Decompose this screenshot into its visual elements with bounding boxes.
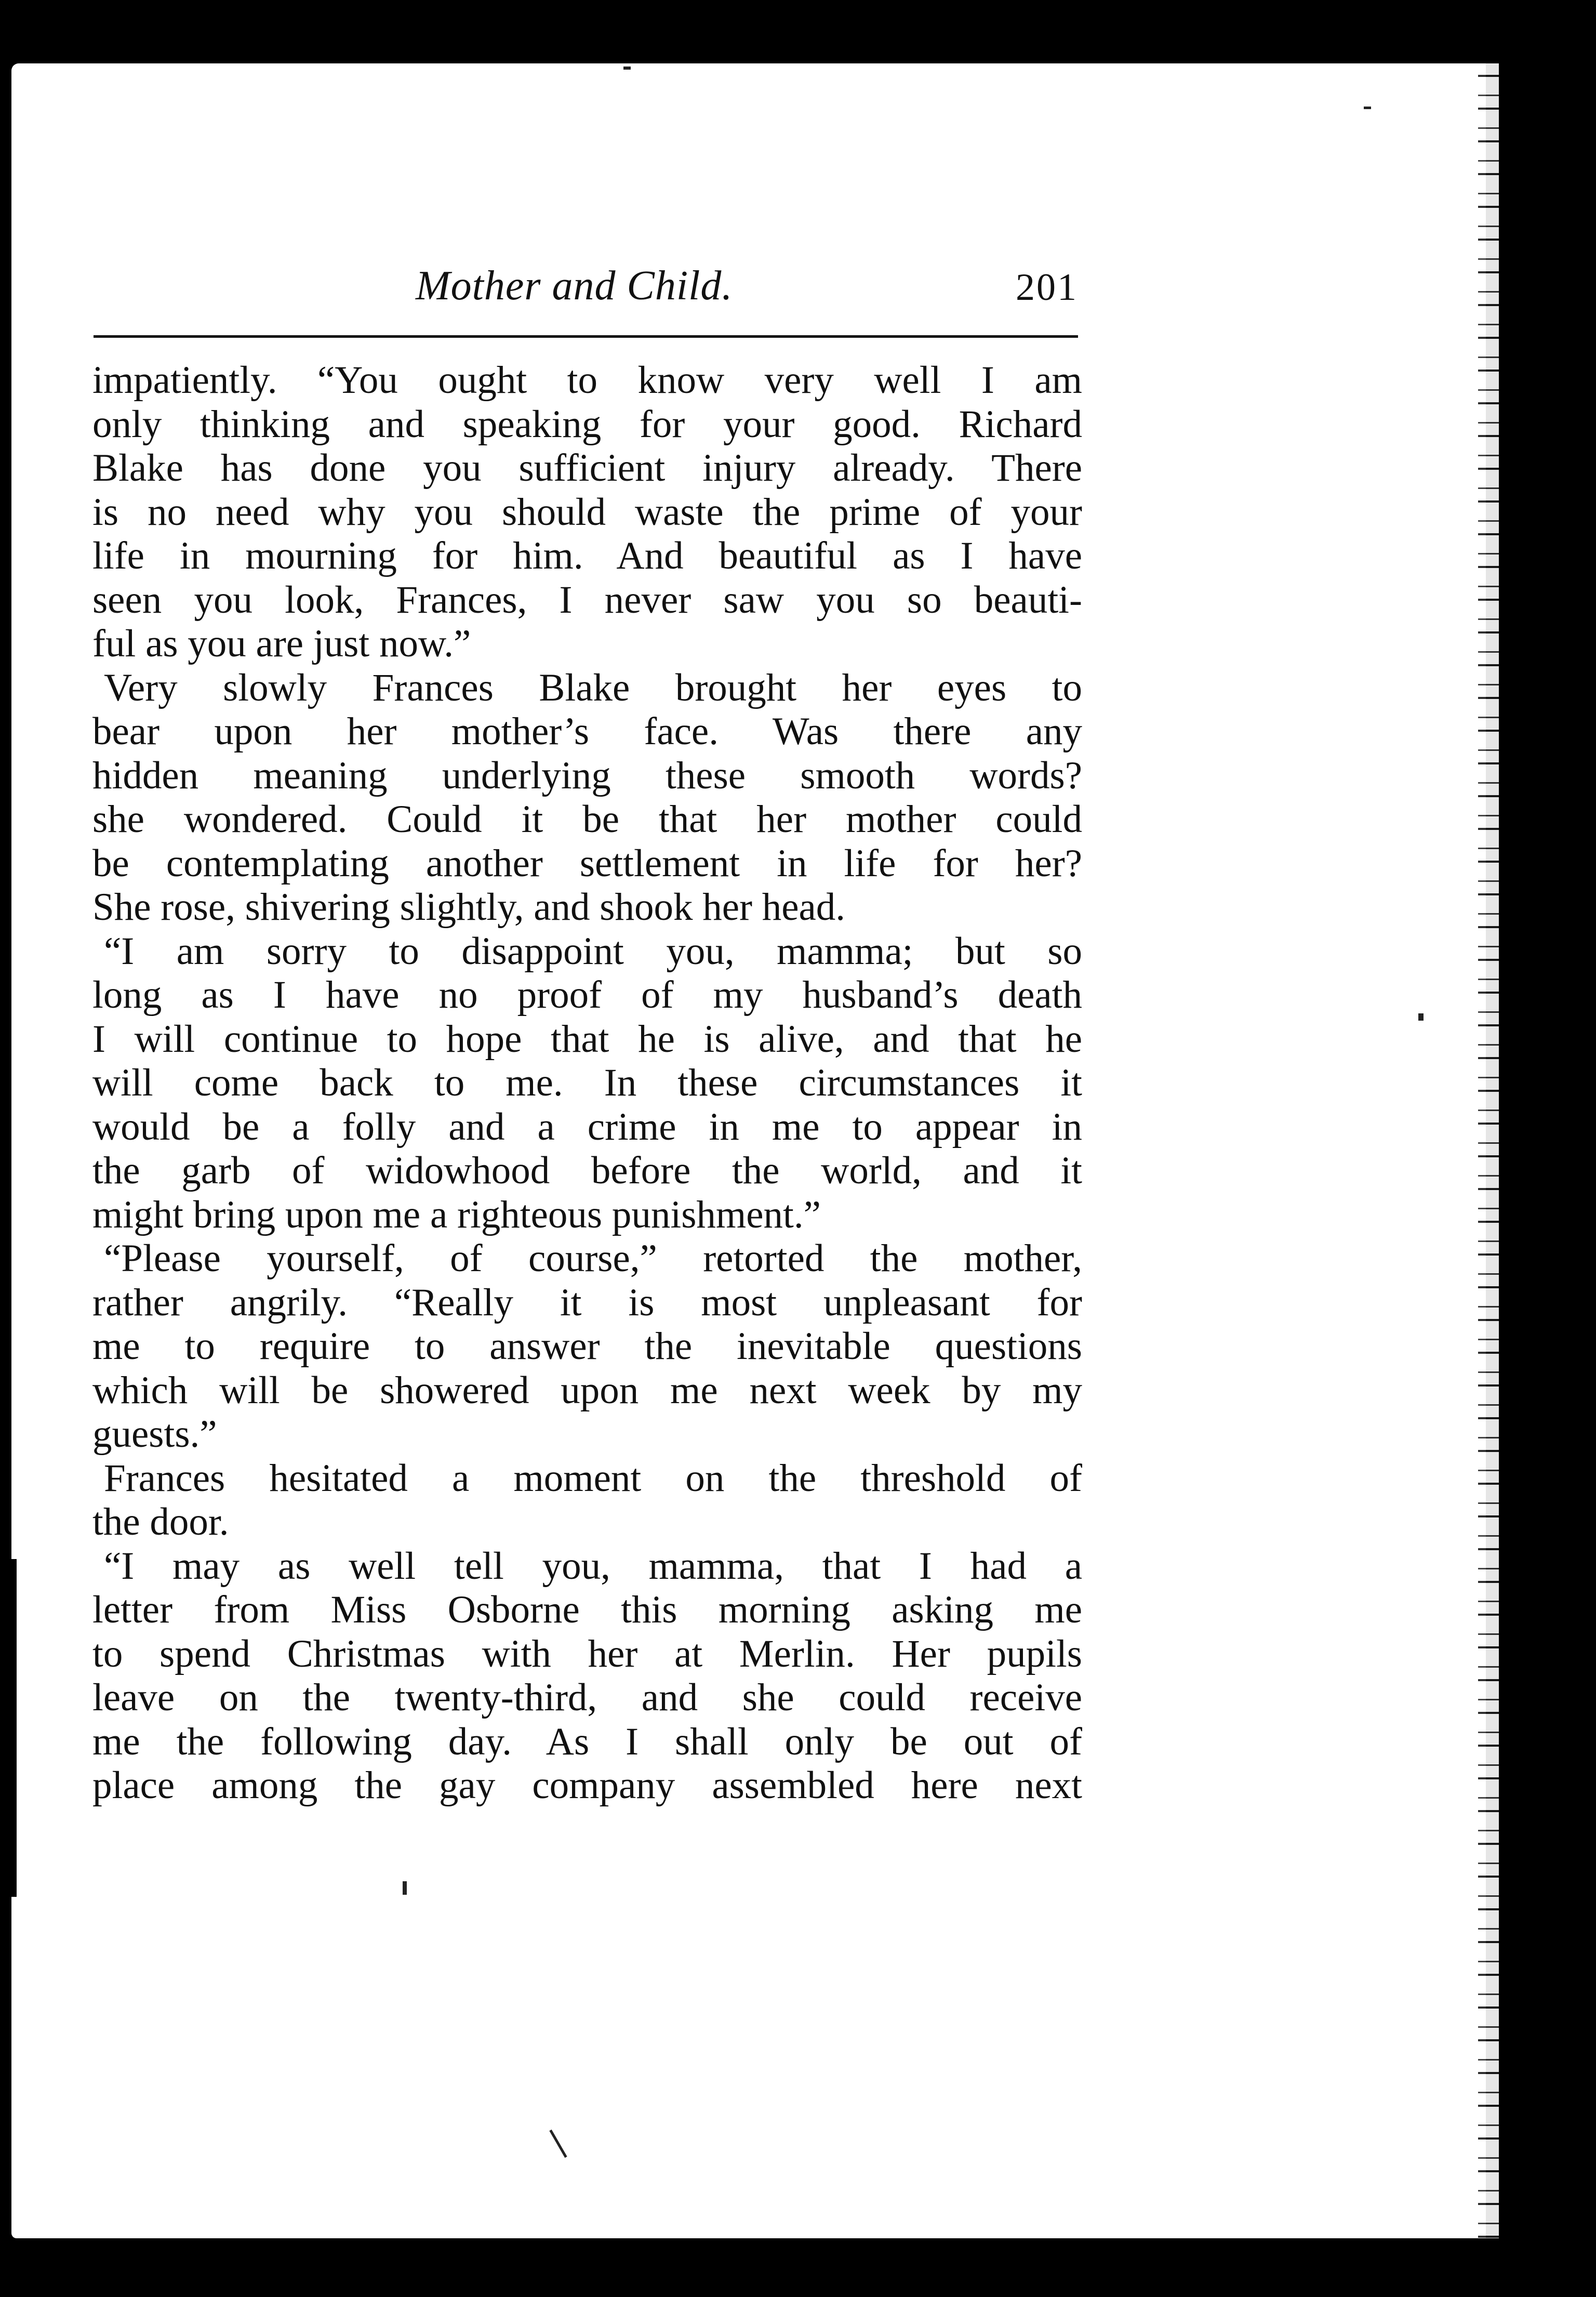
text-line: hidden meaning underlying these smooth words? (92, 754, 1082, 797)
text-line: “Please yourself, of course,” retorted the mother, (104, 1237, 1082, 1280)
text-line: ful as you are just now.” (92, 622, 471, 665)
text-line: be contemplating another settlement in life for her? (92, 841, 1082, 885)
text-line: letter from Miss Osborne this morning asking me (92, 1588, 1082, 1631)
running-header (94, 262, 1078, 325)
text-line: “I am sorry to disappoint you, mamma; but so (104, 929, 1082, 973)
text-line: seen you look, Frances, I never saw you so beauti- (92, 578, 1082, 622)
text-line: “I may as well tell you, mamma, that I had a (104, 1544, 1082, 1588)
text-line: me to require to answer the inevitable questions (92, 1325, 1082, 1368)
text-line: only thinking and speaking for your good. Richard (92, 402, 1082, 446)
text-line: me the following day. As I shall only be out of (92, 1720, 1082, 1763)
scan-speck (403, 1881, 407, 1895)
text-line: she wondered. Could it be that her mother could (92, 798, 1082, 841)
text-line: life in mourning for him. And beautiful as I have (92, 534, 1082, 577)
text-line: She rose, shivering slightly, and shook her head. (92, 886, 846, 929)
page-right-margin-shadow (1486, 63, 1596, 2238)
text-line: leave on the twenty-third, and she could receive (92, 1676, 1082, 1719)
body-text (92, 359, 1082, 1808)
text-line: Very slowly Frances Blake brought her eyes to (104, 666, 1082, 709)
scan-speck (1364, 107, 1371, 109)
scan-speck (1418, 1013, 1424, 1021)
page-left-edge-mark (11, 1559, 17, 1897)
text-line: is no need why you should waste the prime of your (92, 490, 1082, 534)
text-line: guests.” (92, 1412, 217, 1456)
running-title: Mother and Child. (416, 263, 733, 309)
text-line: the garb of widowhood before the world, and it (92, 1149, 1082, 1192)
text-line: rather angrily. “Really it is most unpleasant for (92, 1280, 1082, 1324)
text-line: which will be showered upon me next week by my (92, 1368, 1082, 1412)
scan-speck (623, 67, 631, 70)
text-line: Frances hesitated a moment on the threshold of (104, 1456, 1082, 1500)
text-line: would be a folly and a crime in me to appear in (92, 1105, 1082, 1148)
text-line: will come back to me. In these circumstances it (92, 1061, 1082, 1104)
text-line: impatiently. “You ought to know very well I am (92, 359, 1082, 402)
text-line: Blake has done you sufficient injury already. There (92, 446, 1082, 490)
text-line: long as I have no proof of my husband’s death (92, 973, 1082, 1017)
page-number: 201 (1016, 266, 1078, 309)
header-rule (94, 335, 1078, 338)
text-line: might bring upon me a righteous punishment.” (92, 1193, 821, 1236)
text-line: to spend Christmas with her at Merlin. Her pupils (92, 1632, 1082, 1675)
page-binding-edge (1478, 63, 1499, 2238)
text-line: I will continue to hope that he is alive, and that he (92, 1017, 1082, 1061)
text-line: place among the gay company assembled here next (92, 1764, 1082, 1807)
text-line: the door. (92, 1500, 229, 1543)
text-line: bear upon her mother’s face. Was there any (92, 710, 1082, 753)
